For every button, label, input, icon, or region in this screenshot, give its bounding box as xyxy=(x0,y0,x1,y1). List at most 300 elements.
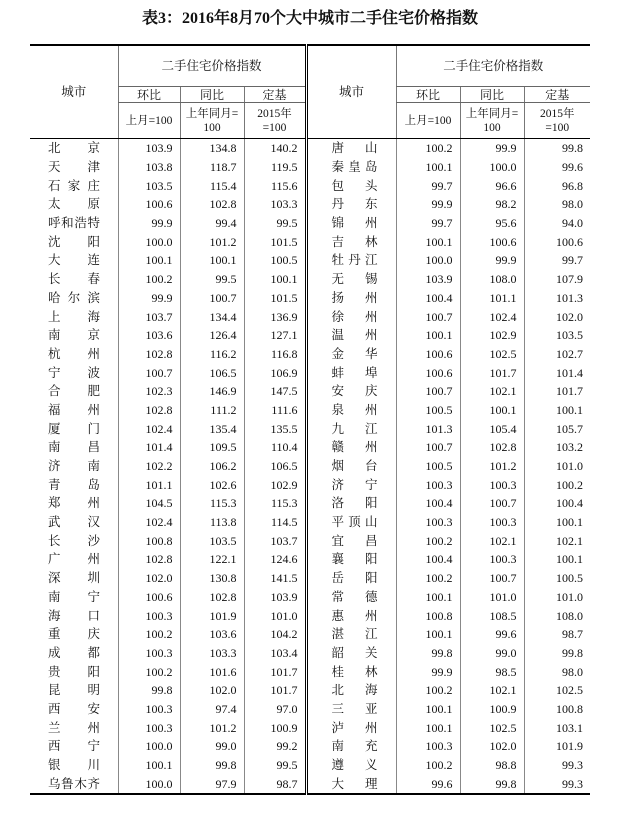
city-name: 呼和浩特 xyxy=(48,216,100,231)
year-on-year-value: 101.9 xyxy=(180,606,244,625)
fixed-base-value: 100.5 xyxy=(524,569,590,588)
year-on-year-value: 100.1 xyxy=(460,401,524,420)
year-on-year-value: 102.0 xyxy=(460,737,524,756)
city-name: 上海 xyxy=(48,309,100,324)
city-name: 蚌埠 xyxy=(331,365,378,380)
base-period-label: 上年同月= xyxy=(185,107,239,120)
month-on-month-value: 100.4 xyxy=(396,550,460,569)
left-city-cell xyxy=(30,345,118,364)
fixed-base-value: 102.5 xyxy=(524,681,590,700)
city-name: 银川 xyxy=(48,758,100,773)
table-row xyxy=(30,774,590,794)
fixed-base-value: 116.8 xyxy=(244,345,306,364)
right-city-cell xyxy=(306,513,396,532)
fixed-base-value: 136.9 xyxy=(244,307,306,326)
month-on-month-value: 100.3 xyxy=(396,513,460,532)
year-on-year-value: 97.4 xyxy=(180,700,244,719)
right-city-cell xyxy=(306,251,396,270)
right-city-cell xyxy=(306,382,396,401)
year-on-year-value: 115.4 xyxy=(180,176,244,195)
month-on-month-value: 100.3 xyxy=(396,475,460,494)
city-name: 三亚 xyxy=(331,701,378,716)
right-city-cell xyxy=(306,774,396,794)
base-period-label: =100 xyxy=(545,121,570,134)
table-row xyxy=(30,625,590,644)
month-on-month-value: 100.1 xyxy=(118,756,180,775)
city-name: 昆明 xyxy=(48,683,100,698)
base-period-label: 100 xyxy=(483,121,501,134)
month-on-month-value: 102.0 xyxy=(118,569,180,588)
table-row xyxy=(30,270,590,289)
table-row xyxy=(30,475,590,494)
right-city-cell xyxy=(306,176,396,195)
fixed-base-value: 99.3 xyxy=(524,774,590,794)
fixed-base-base xyxy=(524,103,590,139)
table-row xyxy=(30,401,590,420)
table-row xyxy=(30,588,590,607)
fixed-base-value: 99.7 xyxy=(524,251,590,270)
fixed-base-value: 103.7 xyxy=(244,531,306,550)
city-name: 贵阳 xyxy=(48,664,100,679)
year-on-year-value: 98.8 xyxy=(460,756,524,775)
left-city-cell xyxy=(30,363,118,382)
left-city-cell xyxy=(30,737,118,756)
left-city-cell xyxy=(30,718,118,737)
fixed-base-value: 102.7 xyxy=(524,345,590,364)
month-on-month-value: 103.7 xyxy=(118,307,180,326)
fixed-base-value: 103.3 xyxy=(244,195,306,214)
right-city-cell xyxy=(306,475,396,494)
year-on-year-value: 100.0 xyxy=(460,158,524,177)
city-name: 海口 xyxy=(48,608,100,623)
base-period-label: 上月=100 xyxy=(125,114,173,127)
fixed-base-value: 101.0 xyxy=(524,588,590,607)
month-on-month-value: 100.6 xyxy=(396,345,460,364)
year-on-year-header: 同比 xyxy=(460,87,524,103)
year-on-year-value: 100.9 xyxy=(460,700,524,719)
fixed-base-value: 99.5 xyxy=(244,756,306,775)
month-on-month-value: 100.1 xyxy=(396,158,460,177)
year-on-year-header: 同比 xyxy=(180,87,244,103)
year-on-year-value: 96.6 xyxy=(460,176,524,195)
fixed-base-value: 140.2 xyxy=(244,139,306,158)
left-city-cell xyxy=(30,270,118,289)
year-on-year-value: 100.7 xyxy=(460,569,524,588)
table-row xyxy=(30,700,590,719)
year-on-year-value: 102.5 xyxy=(460,718,524,737)
year-on-year-value: 134.4 xyxy=(180,307,244,326)
city-name: 哈尔滨 xyxy=(48,290,100,305)
fixed-base-value: 98.0 xyxy=(524,195,590,214)
city-name: 南宁 xyxy=(48,589,100,604)
year-on-year-value: 99.0 xyxy=(460,644,524,663)
month-on-month-value: 103.5 xyxy=(118,176,180,195)
month-on-month-value: 102.4 xyxy=(118,513,180,532)
fixed-base-value: 106.9 xyxy=(244,363,306,382)
month-on-month-value: 100.2 xyxy=(118,625,180,644)
year-on-year-value: 99.9 xyxy=(460,139,524,158)
fixed-base-value: 99.8 xyxy=(524,139,590,158)
fixed-base-base xyxy=(244,103,306,139)
table-row xyxy=(30,232,590,251)
month-on-month-value: 100.1 xyxy=(396,232,460,251)
right-city-cell xyxy=(306,494,396,513)
city-name: 广州 xyxy=(48,552,100,567)
table-row xyxy=(30,457,590,476)
city-name: 成都 xyxy=(48,645,100,660)
fixed-base-value: 135.5 xyxy=(244,419,306,438)
year-on-year-value: 102.0 xyxy=(180,681,244,700)
month-on-month-value: 100.2 xyxy=(118,270,180,289)
fixed-base-value: 110.4 xyxy=(244,438,306,457)
fixed-base-value: 101.5 xyxy=(244,232,306,251)
month-on-month-value: 100.7 xyxy=(396,382,460,401)
month-on-month-header: 环比 xyxy=(118,87,180,103)
year-on-year-value: 105.4 xyxy=(460,419,524,438)
fixed-base-value: 100.6 xyxy=(524,232,590,251)
right-city-cell xyxy=(306,644,396,663)
fixed-base-value: 101.0 xyxy=(244,606,306,625)
right-city-cell xyxy=(306,195,396,214)
left-city-cell xyxy=(30,214,118,233)
year-on-year-value: 108.0 xyxy=(460,270,524,289)
month-on-month-value: 100.6 xyxy=(118,588,180,607)
right-city-cell xyxy=(306,588,396,607)
table-row xyxy=(30,363,590,382)
fixed-base-value: 106.5 xyxy=(244,457,306,476)
month-on-month-value: 100.3 xyxy=(118,644,180,663)
table-row xyxy=(30,662,590,681)
city-name: 宁波 xyxy=(48,365,100,380)
fixed-base-value: 105.7 xyxy=(524,419,590,438)
fixed-base-value: 103.5 xyxy=(524,326,590,345)
left-city-cell xyxy=(30,251,118,270)
year-on-year-value: 103.3 xyxy=(180,644,244,663)
fixed-base-value: 127.1 xyxy=(244,326,306,345)
table-row xyxy=(30,644,590,663)
table-row xyxy=(30,214,590,233)
city-name: 兰州 xyxy=(48,720,100,735)
table-row xyxy=(30,737,590,756)
fixed-base-value: 100.1 xyxy=(524,513,590,532)
table-row xyxy=(30,756,590,775)
month-on-month-value: 102.3 xyxy=(118,382,180,401)
month-on-month-value: 100.2 xyxy=(118,662,180,681)
right-city-cell xyxy=(306,139,396,158)
month-on-month-value: 102.8 xyxy=(118,345,180,364)
fixed-base-value: 141.5 xyxy=(244,569,306,588)
city-name: 洛阳 xyxy=(331,496,378,511)
city-name: 常德 xyxy=(331,589,378,604)
right-city-cell xyxy=(306,438,396,457)
city-name: 平顶山 xyxy=(331,515,378,530)
left-city-cell xyxy=(30,176,118,195)
year-on-year-value: 99.6 xyxy=(460,625,524,644)
month-on-month-value: 99.8 xyxy=(396,644,460,663)
fixed-base-value: 102.0 xyxy=(524,307,590,326)
month-on-month-base xyxy=(396,103,460,139)
city-name: 惠州 xyxy=(331,608,378,623)
right-city-cell xyxy=(306,569,396,588)
table-row xyxy=(30,158,590,177)
city-name: 济宁 xyxy=(331,477,378,492)
year-on-year-value: 102.1 xyxy=(460,382,524,401)
year-on-year-value: 101.7 xyxy=(460,363,524,382)
year-on-year-value: 99.4 xyxy=(180,214,244,233)
city-name: 石家庄 xyxy=(48,178,100,193)
city-name: 沈阳 xyxy=(48,234,100,249)
right-city-cell xyxy=(306,531,396,550)
city-name: 青岛 xyxy=(48,477,100,492)
month-on-month-value: 102.2 xyxy=(118,457,180,476)
year-on-year-value: 100.3 xyxy=(460,550,524,569)
city-name: 大理 xyxy=(331,776,378,791)
city-name: 西安 xyxy=(48,701,100,716)
right-city-cell xyxy=(306,270,396,289)
month-on-month-value: 100.1 xyxy=(118,251,180,270)
city-name: 乌鲁木齐 xyxy=(48,776,100,791)
table-row xyxy=(30,550,590,569)
month-on-month-value: 101.4 xyxy=(118,438,180,457)
fixed-base-value: 100.1 xyxy=(524,401,590,420)
year-on-year-value: 106.5 xyxy=(180,363,244,382)
year-on-year-value: 102.8 xyxy=(460,438,524,457)
fixed-base-value: 102.1 xyxy=(524,531,590,550)
city-name: 大连 xyxy=(48,253,100,268)
city-name: 赣州 xyxy=(331,440,378,455)
left-city-cell xyxy=(30,681,118,700)
right-city-cell xyxy=(306,158,396,177)
fixed-base-value: 115.6 xyxy=(244,176,306,195)
fixed-base-value: 115.3 xyxy=(244,494,306,513)
year-on-year-value: 115.3 xyxy=(180,494,244,513)
fixed-base-header: 定基 xyxy=(244,87,306,103)
right-city-cell xyxy=(306,756,396,775)
base-period-label: 上月=100 xyxy=(404,114,452,127)
fixed-base-value: 124.6 xyxy=(244,550,306,569)
city-name: 北京 xyxy=(48,141,100,156)
city-name: 天津 xyxy=(48,160,100,175)
year-on-year-value: 126.4 xyxy=(180,326,244,345)
year-on-year-value: 99.5 xyxy=(180,270,244,289)
month-on-month-value: 100.2 xyxy=(396,569,460,588)
month-on-month-value: 100.0 xyxy=(396,251,460,270)
right-city-cell xyxy=(306,737,396,756)
fixed-base-value: 107.9 xyxy=(524,270,590,289)
city-name: 吉林 xyxy=(331,234,378,249)
city-name: 湛江 xyxy=(331,627,378,642)
month-on-month-value: 100.8 xyxy=(118,531,180,550)
fixed-base-value: 96.8 xyxy=(524,176,590,195)
base-period-label: 2015年 xyxy=(540,107,575,120)
month-on-month-base xyxy=(118,103,180,139)
month-on-month-value: 100.6 xyxy=(396,363,460,382)
city-name: 锦州 xyxy=(331,216,378,231)
year-on-year-value: 101.1 xyxy=(460,289,524,308)
month-on-month-value: 100.6 xyxy=(118,195,180,214)
year-on-year-value: 102.9 xyxy=(460,326,524,345)
city-name: 西宁 xyxy=(48,739,100,754)
left-city-cell xyxy=(30,289,118,308)
month-on-month-value: 100.1 xyxy=(396,718,460,737)
year-on-year-value: 135.4 xyxy=(180,419,244,438)
month-on-month-value: 99.9 xyxy=(118,289,180,308)
table-row xyxy=(30,438,590,457)
month-on-month-value: 100.0 xyxy=(118,737,180,756)
year-on-year-value: 134.8 xyxy=(180,139,244,158)
month-on-month-value: 103.8 xyxy=(118,158,180,177)
fixed-base-value: 108.0 xyxy=(524,606,590,625)
fixed-base-value: 99.3 xyxy=(524,756,590,775)
year-on-year-value: 100.3 xyxy=(460,513,524,532)
city-column-header: 城市 xyxy=(306,45,396,139)
fixed-base-value: 101.7 xyxy=(244,681,306,700)
city-name: 深圳 xyxy=(48,571,100,586)
left-city-cell xyxy=(30,326,118,345)
table-row xyxy=(30,176,590,195)
fixed-base-value: 94.0 xyxy=(524,214,590,233)
city-name: 厦门 xyxy=(48,421,100,436)
month-on-month-value: 99.9 xyxy=(396,195,460,214)
index-group-header: 二手住宅价格指数 xyxy=(118,45,306,87)
year-on-year-value: 100.1 xyxy=(180,251,244,270)
fixed-base-value: 100.8 xyxy=(524,700,590,719)
table-header xyxy=(30,45,590,139)
month-on-month-value: 102.4 xyxy=(118,419,180,438)
fixed-base-value: 101.7 xyxy=(244,662,306,681)
month-on-month-value: 99.8 xyxy=(118,681,180,700)
left-city-cell xyxy=(30,139,118,158)
city-name: 丹东 xyxy=(331,197,378,212)
table-row xyxy=(30,195,590,214)
left-city-cell xyxy=(30,700,118,719)
year-on-year-value: 100.6 xyxy=(460,232,524,251)
city-name: 南昌 xyxy=(48,440,100,455)
month-on-month-value: 103.9 xyxy=(396,270,460,289)
city-name: 郑州 xyxy=(48,496,100,511)
base-period-label: 2015年 xyxy=(257,107,292,120)
left-city-cell xyxy=(30,625,118,644)
city-name: 襄阳 xyxy=(331,552,378,567)
table-row xyxy=(30,289,590,308)
table-row xyxy=(30,606,590,625)
city-name: 南充 xyxy=(331,739,378,754)
fixed-base-value: 98.7 xyxy=(244,774,306,794)
month-on-month-value: 100.1 xyxy=(396,326,460,345)
month-on-month-value: 100.2 xyxy=(396,681,460,700)
month-on-month-value: 100.5 xyxy=(396,457,460,476)
table-body xyxy=(30,139,590,795)
month-on-month-value: 101.1 xyxy=(118,475,180,494)
month-on-month-value: 100.2 xyxy=(396,756,460,775)
year-on-year-value: 97.9 xyxy=(180,774,244,794)
fixed-base-value: 104.2 xyxy=(244,625,306,644)
right-city-cell xyxy=(306,401,396,420)
year-on-year-value: 102.1 xyxy=(460,531,524,550)
year-on-year-value: 99.8 xyxy=(460,774,524,794)
year-on-year-value: 101.2 xyxy=(460,457,524,476)
city-name: 安庆 xyxy=(331,384,378,399)
right-city-cell xyxy=(306,326,396,345)
table-row xyxy=(30,718,590,737)
city-name: 无锡 xyxy=(331,272,378,287)
fixed-base-value: 100.2 xyxy=(524,475,590,494)
city-name: 烟台 xyxy=(331,459,378,474)
month-on-month-value: 100.2 xyxy=(396,531,460,550)
right-city-cell xyxy=(306,718,396,737)
month-on-month-value: 100.3 xyxy=(118,606,180,625)
city-name: 扬州 xyxy=(331,290,378,305)
left-city-cell xyxy=(30,606,118,625)
year-on-year-base xyxy=(460,103,524,139)
month-on-month-value: 99.7 xyxy=(396,176,460,195)
table-row xyxy=(30,382,590,401)
left-city-cell xyxy=(30,419,118,438)
table-row xyxy=(30,251,590,270)
month-on-month-value: 100.2 xyxy=(396,139,460,158)
fixed-base-value: 103.1 xyxy=(524,718,590,737)
fixed-base-value: 103.2 xyxy=(524,438,590,457)
city-name: 泉州 xyxy=(331,402,378,417)
city-name: 韶关 xyxy=(331,645,378,660)
month-on-month-value: 104.5 xyxy=(118,494,180,513)
year-on-year-value: 95.6 xyxy=(460,214,524,233)
fixed-base-value: 111.6 xyxy=(244,401,306,420)
left-city-cell xyxy=(30,756,118,775)
left-city-cell xyxy=(30,531,118,550)
city-name: 秦皇岛 xyxy=(331,160,378,175)
year-on-year-value: 99.8 xyxy=(180,756,244,775)
city-name: 岳阳 xyxy=(331,571,378,586)
year-on-year-value: 101.2 xyxy=(180,718,244,737)
city-name: 合肥 xyxy=(48,384,100,399)
right-city-cell xyxy=(306,214,396,233)
year-on-year-value: 108.5 xyxy=(460,606,524,625)
right-city-cell xyxy=(306,363,396,382)
city-name: 遵义 xyxy=(331,758,378,773)
month-on-month-value: 100.3 xyxy=(118,700,180,719)
table-row xyxy=(30,569,590,588)
table-row xyxy=(30,531,590,550)
year-on-year-value: 101.0 xyxy=(460,588,524,607)
table-row xyxy=(30,494,590,513)
city-name: 宜昌 xyxy=(331,533,378,548)
fixed-base-value: 98.0 xyxy=(524,662,590,681)
left-city-cell xyxy=(30,195,118,214)
header-row-group xyxy=(30,45,590,87)
city-name: 杭州 xyxy=(48,346,100,361)
fixed-base-header: 定基 xyxy=(524,87,590,103)
table-row xyxy=(30,307,590,326)
month-on-month-value: 100.1 xyxy=(396,700,460,719)
city-name: 长沙 xyxy=(48,533,100,548)
month-on-month-value: 99.7 xyxy=(396,214,460,233)
month-on-month-value: 100.0 xyxy=(118,232,180,251)
year-on-year-value: 111.2 xyxy=(180,401,244,420)
city-name: 九江 xyxy=(331,421,378,436)
right-city-cell xyxy=(306,662,396,681)
year-on-year-value: 101.6 xyxy=(180,662,244,681)
month-on-month-value: 100.1 xyxy=(396,588,460,607)
city-name: 福州 xyxy=(48,402,100,417)
fixed-base-value: 100.1 xyxy=(524,550,590,569)
left-city-cell xyxy=(30,438,118,457)
month-on-month-value: 100.7 xyxy=(118,363,180,382)
month-on-month-header: 环比 xyxy=(396,87,460,103)
year-on-year-value: 118.7 xyxy=(180,158,244,177)
right-city-cell xyxy=(306,457,396,476)
right-city-cell xyxy=(306,345,396,364)
